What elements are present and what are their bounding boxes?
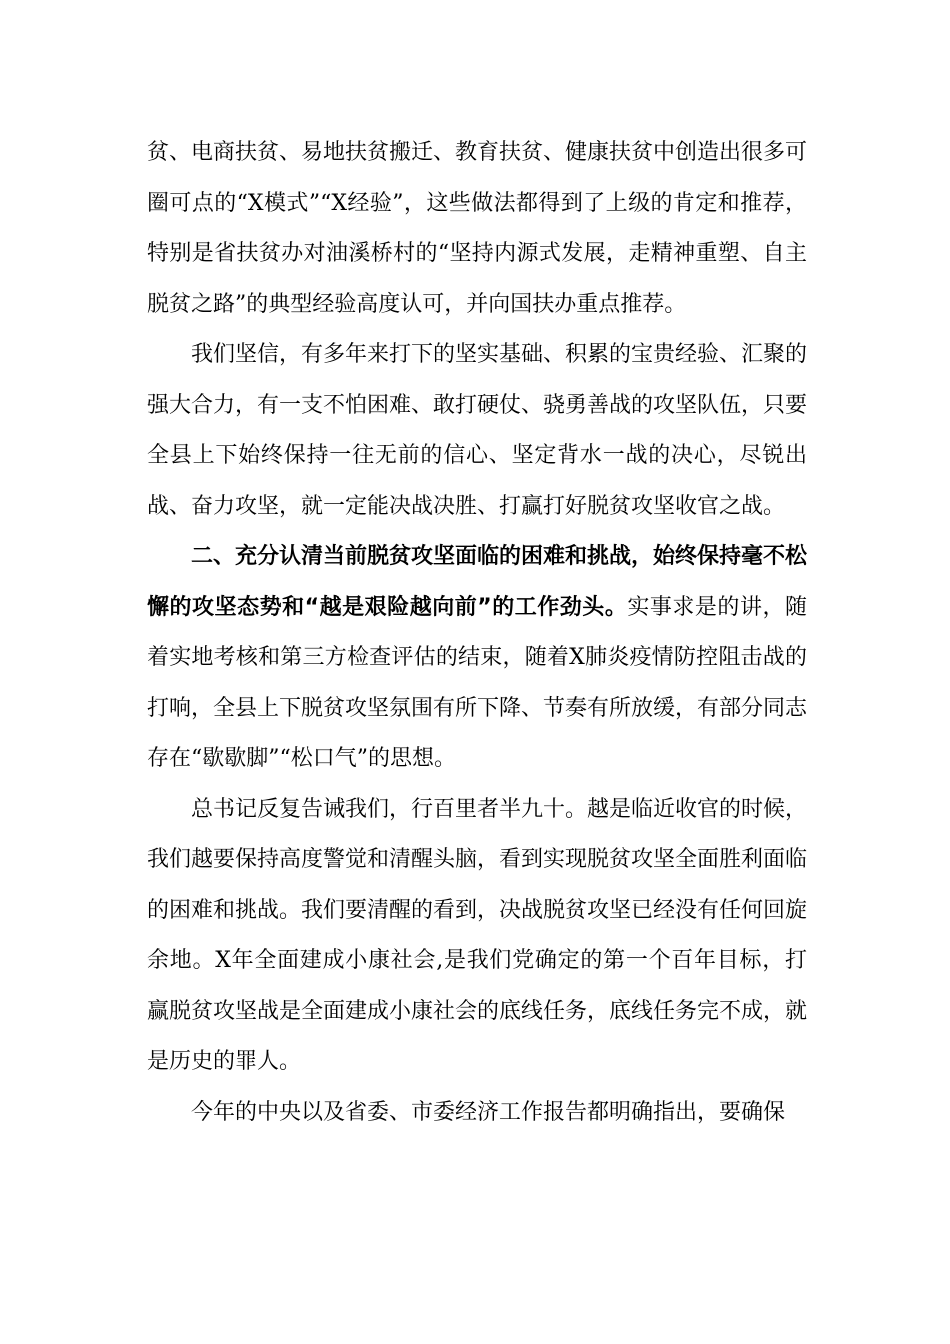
paragraph-2: 我们坚信，有多年来打下的坚实基础、积累的宝贵经验、汇聚的强大合力，有一支不怕困难、敢打硬仗、骁勇善战的攻坚队伍，只要全县上下始终保持一往无前的信心、坚定背水一战的决心，尽锐出战、奋力攻坚，就一定能决战决胜、打赢打好脱贫攻坚收官之战。 — [147, 342, 808, 519]
document-body — [147, 128, 807, 1138]
paragraph-1: 贫、电商扶贫、易地扶贫搬迁、教育扶贫、健康扶贫中创造出很多可圈可点的“X模式”“X经验”，这些做法都得到了上级的肯定和推荐，特别是省扶贫办对油溪桥村的“坚持内源式发展，走精神重塑、自主脱贫之路”的典型经验高度认可，并向国扶办重点推荐。 — [147, 140, 808, 317]
paragraph-3 — [147, 532, 807, 785]
paragraph-4: 总书记反复告诫我们，行百里者半九十。越是临近收官的时候，我们越要保持高度警觉和清醒头脑，看到实现脱贫攻坚全面胜利面临的困难和挑战。我们要清醒的看到，决战脱贫攻坚已经没有任何回旋余地。X年全面建成小康社会,是我们党确定的第一个百年目标，打赢脱贫攻坚战是全面建成小康社会的底线任务，底线任务完不成，就是历史的罪人。 — [147, 796, 808, 1074]
section-heading: 二、充分认清当前脱贫攻坚面临的困难和挑战，始终保持毫不松懈的攻坚态势和“越是艰险越向前”的工作劲头。 — [147, 544, 808, 620]
paragraph-5: 今年的中央以及省委、市委经济工作报告都明确指出，要确保 — [191, 1099, 786, 1125]
paragraph-3-text: 实事求是的讲，随着实地考核和第三方检查评估的结束，随着X肺炎疫情防控阻击战的打响，全县上下脱贫攻坚氛围有所下降、节奏有所放缓，有部分同志存在“歇歇脚”“松口气”的思想。 — [147, 594, 808, 771]
